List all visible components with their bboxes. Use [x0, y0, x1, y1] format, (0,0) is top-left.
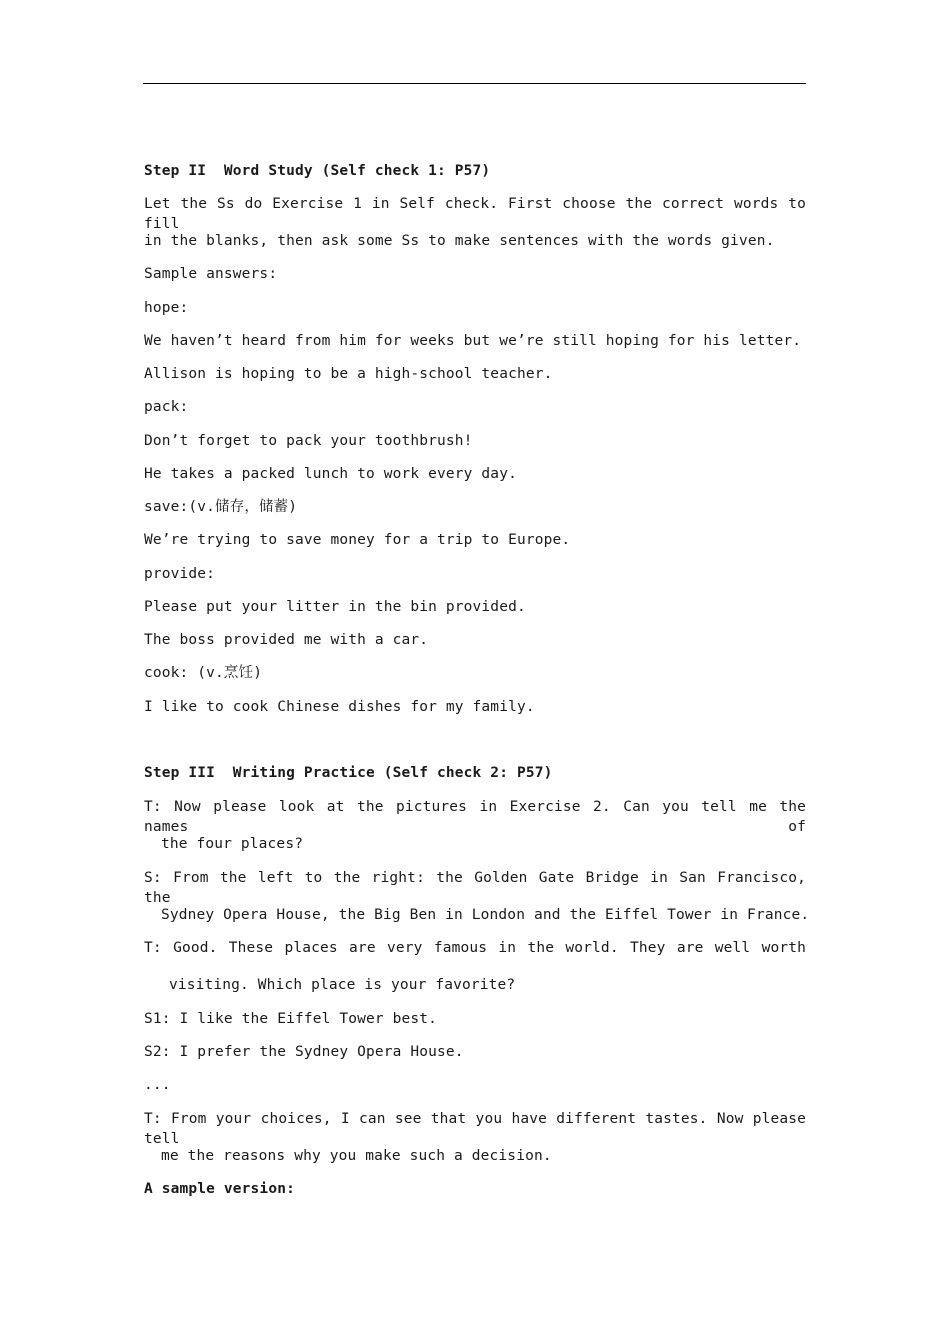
word-save-label: save:(v.储存，储蓄)	[144, 499, 298, 515]
word-cook-label: cook: (v.烹饪)	[144, 665, 263, 681]
cook-sentence-1: I like to cook Chinese dishes for my family.	[144, 699, 535, 715]
step3-heading: Step III Writing Practice (Self check 2: P57)	[144, 765, 553, 781]
word-pack-label: pack:	[144, 399, 189, 415]
dialogue-t3-line-2: me the reasons why you make such a decision.	[161, 1148, 552, 1164]
step2-intro-line-1: Let the Ss do Exercise 1 in Self check. First choose the correct words to fill	[144, 196, 806, 232]
provide-sentence-2: The boss provided me with a car.	[144, 632, 429, 648]
hope-sentence-2: Allison is hoping to be a high-school teacher.	[144, 366, 553, 382]
dialogue-s1-line-1: S: From the left to the right: the Golden Gate Bridge in San Francisco, the	[144, 870, 806, 906]
pack-sentence-2: He takes a packed lunch to work every day.	[144, 466, 517, 482]
provide-sentence-1: Please put your litter in the bin provided.	[144, 599, 526, 615]
step2-intro-line-2: in the blanks, then ask some Ss to make sentences with the words given.	[144, 233, 775, 249]
sample-answers-label: Sample answers:	[144, 266, 278, 282]
dialogue-t2-line-2: visiting. Which place is your favorite?	[169, 977, 516, 993]
dialogue-t1-line-1: T: Now please look at the pictures in Exercise 2. Can you tell me the names of	[144, 799, 806, 835]
sample-version-label: A sample version:	[144, 1181, 295, 1197]
dialogue-s3: S2: I prefer the Sydney Opera House.	[144, 1044, 464, 1060]
dialogue-ellipsis: ...	[144, 1077, 171, 1093]
save-sentence-1: We’re trying to save money for a trip to Europe.	[144, 532, 571, 548]
dialogue-t3-line-1: T: From your choices, I can see that you have different tastes. Now please tell	[144, 1111, 806, 1147]
word-hope-label: hope:	[144, 300, 189, 316]
dialogue-s2: S1: I like the Eiffel Tower best.	[144, 1011, 438, 1027]
step2-heading: Step II Word Study (Self check 1: P57)	[144, 163, 491, 179]
dialogue-t2-line-1: T: Good. These places are very famous in the world. They are well worth	[144, 940, 806, 956]
word-provide-label: provide:	[144, 566, 216, 582]
header-rule	[143, 83, 806, 84]
dialogue-s1-line-2: Sydney Opera House, the Big Ben in London and the Eiffel Tower in France.	[161, 907, 810, 923]
dialogue-t1-line-2: the four places?	[161, 836, 304, 852]
hope-sentence-1: We haven’t heard from him for weeks but we’re still hoping for his letter.	[144, 333, 802, 349]
pack-sentence-1: Don’t forget to pack your toothbrush!	[144, 433, 473, 449]
